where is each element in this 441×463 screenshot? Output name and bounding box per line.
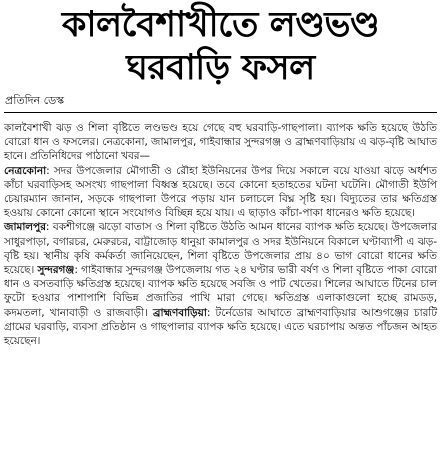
jamalpur-text: : বকশীগঞ্জে ঝড়ো বাতাস ও শিলা বৃষ্টিতে উঠতি আমন ধানের ব্যাপক ক্ষতি হয়েছে। উপজেলার সাধুরপাড়া, বগারচর, মেরুরচর, বাট্টাজোড় ধানুয়া কামালপুর ও সদর ইউনিয়নে বিকালে ঘণ্টাব্যাপী এ ঝড়-বৃষ্টি হয়। স্থানীয় কৃষি কর্মকর্তা জানিয়েছেন, শিলা বৃষ্টিতে উপজেলার প্রায় ৪০ ভাগ বোরো ধানের ক্ষতি হয়েছে। — [4, 221, 437, 277]
news-clipping — [0, 4, 441, 463]
dateline-netrokona: নেত্রকোনা — [4, 164, 47, 177]
dateline-jamalpur: জামালপুর — [4, 221, 46, 234]
byline: প্রতিদিন ডেস্ক — [5, 94, 65, 107]
headline-line-2: ঘরবাড়ি ফসল — [126, 48, 315, 88]
intro-text: কালবৈশাখী ঝড় ও শিলা বৃষ্টিতে লণ্ডভণ্ড হয়ে গেছে বহু ঘরবাড়ি-গাছপালা। ব্যাপক ক্ষতি হয়েছে উঠতি বোরো ধান ও ফসলের। নেত্রকোনা, জামালপুর, গাইবান্ধার সুন্দরগঞ্জ ও ব্রাহ্মণবাড়িয়ায় এ ঝড়-বৃষ্টি আঘাত হানে। প্রতিনিধিদের পাঠানো খবর— — [4, 122, 437, 163]
article-body — [4, 121, 437, 348]
headline-line-1: কালবৈশাখীতে লণ্ডভণ্ড — [61, 5, 380, 45]
headline — [4, 4, 437, 90]
sundarganj-text: : গাইবান্ধার সুন্দরগঞ্জ উপজেলায় গত ২৪ ঘণ্টার ভারী বর্ষণ ও শিলা বৃষ্টিতে পাকা বোরো ধান ও বসতবাড়ি ক্ষতিগ্রস্ত হয়েছে। ব্যাপক ক্ষতি হয়েছে সবজি ও পাট খেতের। শিলের আঘাতে টিনের চাল ফুটো হওয়ার পাশাপাশি বিভিন্ন প্রজাতির পাখি মারা গেছে। ক্ষতিগ্রস্ত এলাকাগুলো হচ্ছে রামডড়, কদমতলা, খানাবাড়ী ও রাজবাড়ী। — [4, 264, 437, 319]
dateline-brahmanbaria: ব্রাহ্মণবাড়িয়া — [152, 306, 207, 319]
brahmanbaria-text: : টর্নেডোর আঘাতে ব্রাহ্মণবাড়িয়ার আশুগঞ্জের চারটি গ্রামের ঘরবাড়ি, ব্যবসা প্রতিষ্ঠান ও গাছপালার ব্যাপক ক্ষতি হয়েছে। এতে ঘরচাপায় অন্তত পাঁচজন আহত হয়েছেন। — [4, 306, 438, 348]
byline-divider — [4, 112, 437, 113]
netrokona-text: : সদর উপজেলার মৌগাতী ও রৌহা ইউনিয়নের উপর দিয়ে সকালে বয়ে যাওয়া ঝড়ে অর্ধশত কাঁচা ঘরবাড়িসহ অসংখ্য গাছপালা বিধ্বস্ত হয়েছে। তবে কোনো হতাহতের ঘটনা ঘটেনি। মৌগাতী ইউপি চেয়ারম্যান জানান, সড়কে গাছপালা উপরে পড়ায় যান চলাচলে বিঘ্ন সৃষ্টি হয়। বিদ্যুতের তার ক্ষতিগ্রস্ত হওয়ায় কোনো কোনো স্থানে সংযোগও বিচ্ছিন্ন হয়ে যায়। এ ছাড়াও কাঁচা-পাকা ধানেরও ক্ষতি হয়েছে। — [4, 164, 437, 220]
dateline-sundarganj: সুন্দরগঞ্জ — [37, 264, 75, 277]
